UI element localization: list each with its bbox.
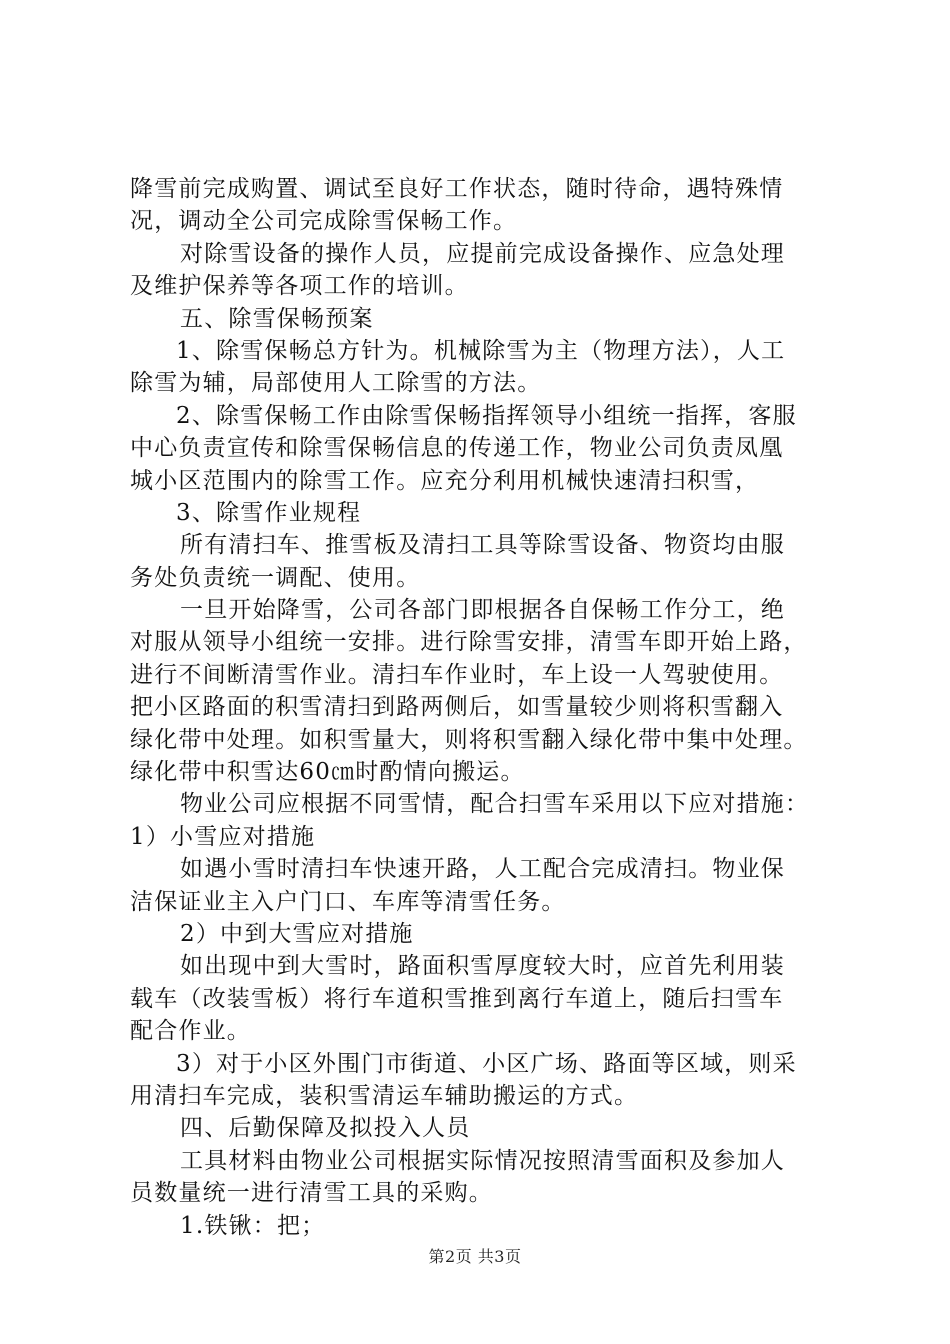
text-line: 中心负责宣传和除雪保畅信息的传递工作，物业公司负责凤凰 — [130, 435, 784, 462]
text-line: 用清扫车完成，装积雪清运车辅助搬运的方式。 — [130, 1082, 639, 1109]
text-line: 配合作业。 — [130, 1018, 251, 1045]
text-line: 降雪前完成购置、调试至良好工作状态，随时待命，遇特殊情 — [130, 176, 784, 202]
text-line: 除雪为辅，局部使用人工除雪的方法。 — [130, 370, 542, 397]
text-line: 物业公司应根据不同雪情，配合扫雪车采用以下应对措施： — [180, 791, 810, 818]
section-heading: 四、后勤保障及拟投入人员 — [180, 1115, 471, 1142]
text-line: 洁保证业主入户门口、车库等清雪任务。 — [130, 888, 566, 915]
text-line: 及维护保养等各项工作的培训。 — [130, 273, 469, 300]
page-footer: 第2页 共3页 — [428, 1247, 522, 1266]
subsection-heading: 1）小雪应对措施 — [130, 823, 316, 850]
subsection-heading: 2）中到大雪应对措施 — [180, 920, 414, 947]
text-line: 对除雪设备的操作人员，应提前完成设备操作、应急处理 — [180, 240, 785, 267]
text-line: 进行不间断清雪作业。清扫车作业时，车上设一人驾驶使用。 — [130, 661, 784, 688]
section-heading: 五、除雪保畅预案 — [180, 305, 374, 332]
text-line: 2、除雪保畅工作由除雪保畅指挥领导小组统一指挥，客服 — [176, 402, 797, 429]
text-line: 工具材料由物业公司根据实际情况按照清雪面积及参加人 — [180, 1147, 785, 1174]
text-line: 所有清扫车、推雪板及清扫工具等除雪设备、物资均由服 — [180, 532, 785, 559]
list-item: 1.铁锹：把； — [180, 1212, 326, 1239]
text-line: 绿化带中积雪达60㎝时酌情向搬运。 — [130, 759, 525, 786]
text-line: 况，调动全公司完成除雪保畅工作。 — [130, 208, 518, 235]
text-line: 如出现中到大雪时，路面积雪厚度较大时，应首先利用装 — [180, 953, 785, 980]
text-line: 3）对于小区外围门市街道、小区广场、路面等区域，则采 — [176, 1050, 797, 1077]
subsection-heading: 3、除雪作业规程 — [176, 499, 362, 526]
text-line: 对服从领导小组统一安排。进行除雪安排，清雪车即开始上路， — [130, 629, 808, 656]
text-line: 把小区路面的积雪清扫到路两侧后，如雪量较少则将积雪翻入 — [130, 694, 784, 721]
text-line: 一旦开始降雪，公司各部门即根据各自保畅工作分工，绝 — [180, 597, 785, 624]
document-body — [130, 173, 830, 1242]
text-line: 员数量统一进行清雪工具的采购。 — [130, 1180, 493, 1207]
text-line: 载车（改装雪板）将行车道积雪推到离行车道上，随后扫雪车 — [130, 985, 784, 1012]
text-line: 如遇小雪时清扫车快速开路，人工配合完成清扫。物业保 — [180, 856, 785, 883]
text-line: 城小区范围内的除雪工作。应充分利用机械快速清扫积雪， — [130, 467, 760, 494]
text-line: 1、除雪保畅总方针为。机械除雪为主（物理方法），人工 — [176, 337, 786, 364]
text-line: 绿化带中处理。如积雪量大，则将积雪翻入绿化带中集中处理。 — [130, 726, 808, 753]
text-line: 务处负责统一调配、使用。 — [130, 564, 421, 591]
